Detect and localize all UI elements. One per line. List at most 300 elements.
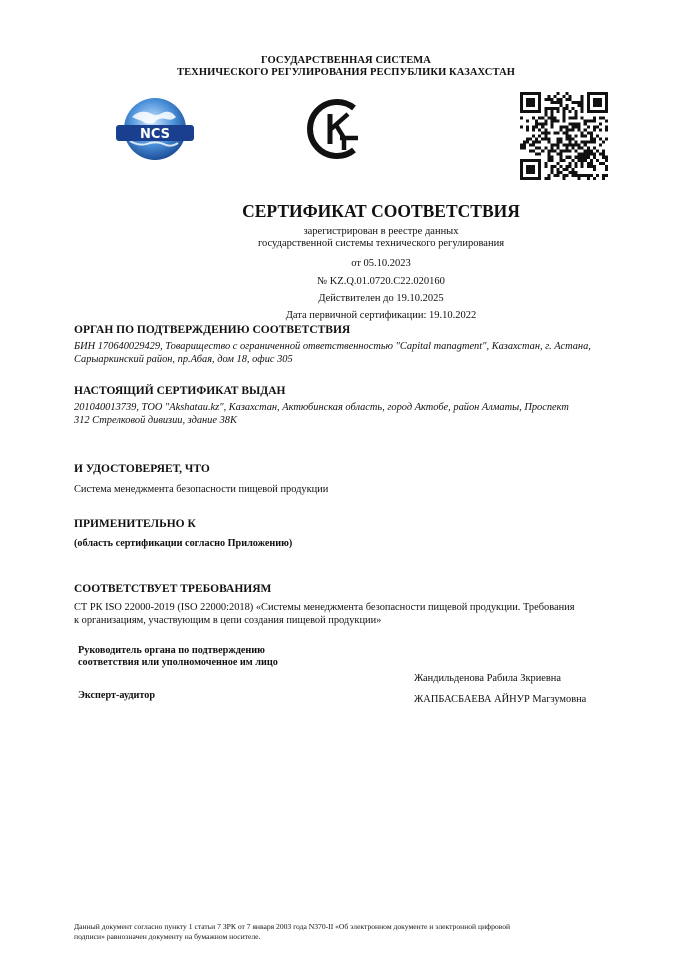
- qr-module: [572, 144, 575, 147]
- qr-module: [556, 119, 559, 122]
- qr-module: [569, 98, 572, 101]
- head-label-line-2: соответствия или уполномоченное им лицо: [78, 657, 278, 668]
- qr-module: [575, 141, 578, 144]
- qr-module: [602, 141, 605, 144]
- qr-module: [572, 171, 575, 174]
- qr-module: [541, 138, 544, 141]
- complies-line-2: к организациям, участвующим в цепи создания пищевой продукции»: [74, 615, 382, 626]
- qr-module: [599, 98, 602, 101]
- qr-module: [569, 110, 572, 113]
- qr-module: [538, 174, 541, 177]
- qr-module: [578, 159, 581, 162]
- qr-module: [581, 153, 584, 156]
- qr-module: [584, 174, 587, 177]
- certificate-number: № KZ.Q.01.0720.C22.020160: [317, 276, 445, 287]
- qr-module: [584, 150, 587, 153]
- qr-module: [520, 107, 523, 110]
- qr-module: [556, 131, 559, 134]
- qr-module: [587, 165, 590, 168]
- qr-module: [547, 116, 550, 119]
- qr-module: [569, 165, 572, 168]
- qr-module: [538, 116, 541, 119]
- qr-module: [538, 153, 541, 156]
- qr-module: [532, 101, 535, 104]
- qr-module: [566, 147, 569, 150]
- qr-module: [566, 98, 569, 101]
- qr-module: [593, 125, 596, 128]
- head-name: Жандильденова Рабила Зкриевна: [414, 673, 561, 684]
- qr-module: [562, 107, 565, 110]
- qr-module: [566, 92, 569, 95]
- qr-module: [553, 174, 556, 177]
- qr-module: [596, 174, 599, 177]
- qr-module: [562, 125, 565, 128]
- qr-module: [553, 131, 556, 134]
- qr-module: [575, 125, 578, 128]
- qr-module: [572, 159, 575, 162]
- body-line-1: БИН 170640029429, Товарищество с ограниченной ответственностью "Capital managment", Казахстан, г. Астана,: [74, 341, 591, 352]
- qr-module: [529, 138, 532, 141]
- qr-module: [575, 150, 578, 153]
- qr-module: [538, 165, 541, 168]
- qr-module: [596, 150, 599, 153]
- qr-module: [550, 101, 553, 104]
- qr-module: [587, 92, 590, 95]
- qr-module: [535, 177, 538, 180]
- qr-module: [593, 98, 596, 101]
- qr-module: [578, 156, 581, 159]
- qr-module: [550, 119, 553, 122]
- qr-module: [575, 116, 578, 119]
- qr-module: [532, 141, 535, 144]
- qr-module: [587, 177, 590, 180]
- qr-module: [544, 98, 547, 101]
- qr-module: [566, 131, 569, 134]
- qr-module: [572, 168, 575, 171]
- qr-module: [553, 107, 556, 110]
- qr-module: [532, 177, 535, 180]
- qr-module: [578, 144, 581, 147]
- qr-module: [532, 92, 535, 95]
- qr-module: [569, 138, 572, 141]
- qr-module: [587, 125, 590, 128]
- qr-module: [559, 171, 562, 174]
- qr-module: [556, 98, 559, 101]
- qr-module: [590, 165, 593, 168]
- qr-module: [566, 134, 569, 137]
- qr-module: [578, 174, 581, 177]
- qr-module: [529, 101, 532, 104]
- qr-module: [529, 110, 532, 113]
- qr-module: [581, 156, 584, 159]
- qr-module: [587, 141, 590, 144]
- qr-module: [523, 110, 526, 113]
- qr-module: [575, 110, 578, 113]
- qr-module: [556, 101, 559, 104]
- registered-line-2: государственной системы технического регулирования: [257, 238, 505, 249]
- qr-module: [605, 125, 608, 128]
- qr-module: [535, 125, 538, 128]
- issued-heading: НАСТОЯЩИЙ СЕРТИФИКАТ ВЫДАН: [74, 385, 286, 397]
- qr-module: [544, 107, 547, 110]
- qr-module: [602, 150, 605, 153]
- qr-module: [547, 107, 550, 110]
- qr-module: [529, 159, 532, 162]
- qr-module: [605, 165, 608, 168]
- qr-module: [532, 116, 535, 119]
- qr-module: [602, 162, 605, 165]
- qr-module: [587, 147, 590, 150]
- qr-module: [556, 110, 559, 113]
- qr-module: [584, 153, 587, 156]
- complies-heading: СООТВЕТСТВУЕТ ТРЕБОВАНИЯМ: [74, 583, 272, 595]
- qr-module: [596, 125, 599, 128]
- qr-module: [556, 92, 559, 95]
- qr-module: [559, 165, 562, 168]
- qr-module: [547, 174, 550, 177]
- qr-module: [593, 104, 596, 107]
- qr-module: [587, 95, 590, 98]
- qr-module: [587, 101, 590, 104]
- qr-module: [578, 122, 581, 125]
- qr-module: [593, 92, 596, 95]
- qr-module: [587, 119, 590, 122]
- qr-module: [559, 104, 562, 107]
- qr-module: [581, 134, 584, 137]
- first-certification-date: Дата первичной сертификации: 19.10.2022: [285, 310, 477, 321]
- qr-module: [532, 150, 535, 153]
- qr-module: [569, 156, 572, 159]
- qr-module: [599, 110, 602, 113]
- qr-module: [575, 171, 578, 174]
- qr-module: [559, 125, 562, 128]
- qr-module: [550, 144, 553, 147]
- qr-module: [526, 141, 529, 144]
- qr-module: [572, 125, 575, 128]
- qr-module: [529, 150, 532, 153]
- qr-module: [581, 110, 584, 113]
- qr-module: [584, 128, 587, 131]
- qr-module: [602, 110, 605, 113]
- ncs-logo-text: NCS: [139, 127, 171, 142]
- qr-module: [566, 165, 569, 168]
- qr-module: [520, 168, 523, 171]
- qr-module: [581, 141, 584, 144]
- qr-module: [581, 107, 584, 110]
- qr-module: [599, 101, 602, 104]
- qr-module: [593, 119, 596, 122]
- qr-module: [605, 104, 608, 107]
- qr-module: [547, 159, 550, 162]
- body-heading: ОРГАН ПО ПОДТВЕРЖДЕНИЮ СООТВЕТСТВИЯ: [74, 324, 351, 336]
- qr-module: [593, 168, 596, 171]
- qr-module: [593, 153, 596, 156]
- qr-module: [541, 150, 544, 153]
- header-line-2: ТЕХНИЧЕСКОГО РЕГУЛИРОВАНИЯ РЕСПУБЛИКИ КАЗАХСТАН: [176, 67, 516, 78]
- qr-module: [581, 147, 584, 150]
- qr-module: [562, 113, 565, 116]
- qr-module: [593, 110, 596, 113]
- qr-module: [578, 147, 581, 150]
- qr-module: [569, 171, 572, 174]
- qr-module: [556, 141, 559, 144]
- expert-label: Эксперт-аудитор: [78, 690, 156, 701]
- ncs-logo: [112, 95, 198, 163]
- qr-module: [566, 156, 569, 159]
- qr-module: [526, 92, 529, 95]
- qr-module: [535, 138, 538, 141]
- body-line-2: Сарыаркинский район, пр.Абая, дом 18, офис 305: [74, 354, 293, 365]
- qr-module: [605, 159, 608, 162]
- qr-module: [569, 116, 572, 119]
- qr-module: [556, 107, 559, 110]
- qr-module: [526, 125, 529, 128]
- qr-module: [544, 138, 547, 141]
- qr-module: [566, 128, 569, 131]
- qr-module: [584, 119, 587, 122]
- qr-module: [584, 159, 587, 162]
- qr-module: [526, 101, 529, 104]
- qr-module: [581, 174, 584, 177]
- complies-line-1: СТ РК ISO 22000-2019 (ISO 22000:2018) «Системы менеджмента безопасности пищевой продукции. Требования: [74, 602, 575, 613]
- qr-module: [593, 138, 596, 141]
- qr-module: [529, 165, 532, 168]
- footer-line-1: Данный документ согласно пункту 1 статьи 7 ЗРК от 7 января 2003 года N370-II «Об электронном документе и электронной цифровой: [74, 922, 511, 931]
- qr-module: [569, 134, 572, 137]
- qr-module: [584, 141, 587, 144]
- issued-line-1: 201040013739, ТОО "Akshatau.kz", Казахстан, Актюбинская область, город Актобе, район Алматы, Проспект: [74, 402, 569, 413]
- qr-module: [535, 159, 538, 162]
- qr-module: [520, 116, 523, 119]
- qr-module: [553, 150, 556, 153]
- qr-module: [593, 156, 596, 159]
- qr-module: [556, 144, 559, 147]
- qr-module: [520, 144, 523, 147]
- qr-module: [535, 141, 538, 144]
- qr-module: [581, 116, 584, 119]
- qr-module: [605, 98, 608, 101]
- qr-module: [532, 98, 535, 101]
- qr-module: [581, 95, 584, 98]
- qr-module: [602, 156, 605, 159]
- qr-module: [590, 110, 593, 113]
- qr-module: [559, 141, 562, 144]
- qr-module: [544, 162, 547, 165]
- qr-module: [596, 101, 599, 104]
- qr-module: [529, 98, 532, 101]
- qr-module: [523, 147, 526, 150]
- qr-module: [569, 95, 572, 98]
- qr-module: [581, 101, 584, 104]
- qr-module: [584, 144, 587, 147]
- qr-module: [593, 101, 596, 104]
- qr-module: [529, 92, 532, 95]
- qr-module: [550, 125, 553, 128]
- qr-module: [544, 113, 547, 116]
- qr-module: [602, 174, 605, 177]
- qr-module: [559, 156, 562, 159]
- qr-module: [566, 174, 569, 177]
- certificate-title: СЕРТИФИКАТ СООТВЕТСТВИЯ: [242, 201, 520, 221]
- qr-module: [587, 153, 590, 156]
- qr-module: [523, 92, 526, 95]
- certificate-date: от 05.10.2023: [351, 258, 411, 269]
- qr-module: [526, 104, 529, 107]
- qr-module: [605, 107, 608, 110]
- certifies-text: Система менеджмента безопасности пищевой продукции: [74, 484, 329, 495]
- qr-module: [578, 101, 581, 104]
- qr-module: [553, 101, 556, 104]
- qr-module: [581, 131, 584, 134]
- applicable-text: (область сертификации согласно Приложению): [74, 538, 293, 549]
- qr-module: [581, 104, 584, 107]
- qr-module: [550, 113, 553, 116]
- qr-module: [553, 165, 556, 168]
- qr-module: [605, 174, 608, 177]
- qr-module: [547, 177, 550, 180]
- qr-module: [541, 116, 544, 119]
- qr-module: [593, 128, 596, 131]
- qr-module: [578, 104, 581, 107]
- qr-module: [590, 134, 593, 137]
- qr-module: [538, 168, 541, 171]
- qr-module: [547, 156, 550, 159]
- qr-module: [593, 165, 596, 168]
- qr-module: [566, 125, 569, 128]
- qr-module: [578, 153, 581, 156]
- qr-module: [538, 159, 541, 162]
- qr-module: [526, 168, 529, 171]
- qr-module: [556, 138, 559, 141]
- legal-footer: [74, 922, 659, 942]
- qr-module: [566, 107, 569, 110]
- qr-module: [547, 153, 550, 156]
- qr-module: [605, 101, 608, 104]
- qr-module: [532, 165, 535, 168]
- qr-module: [590, 162, 593, 165]
- qr-module: [547, 150, 550, 153]
- qr-module: [587, 98, 590, 101]
- qr-module: [581, 165, 584, 168]
- qr-module: [596, 134, 599, 137]
- qr-module: [535, 119, 538, 122]
- qr-module: [544, 165, 547, 168]
- qr-module: [562, 119, 565, 122]
- qr-module: [526, 159, 529, 162]
- qr-module: [526, 171, 529, 174]
- qr-module: [575, 113, 578, 116]
- qr-module: [523, 177, 526, 180]
- qr-module: [547, 98, 550, 101]
- qr-module: [553, 95, 556, 98]
- qr-module: [529, 177, 532, 180]
- qr-module: [575, 101, 578, 104]
- qr-module: [562, 159, 565, 162]
- qr-module: [590, 159, 593, 162]
- qr-module: [550, 116, 553, 119]
- expert-name: ЖАПБАСБАЕВА АЙНУР Магзумовна: [414, 694, 587, 705]
- qr-module: [550, 171, 553, 174]
- kz-conformity-mark: [304, 94, 370, 164]
- qr-module: [556, 147, 559, 150]
- qr-module: [590, 138, 593, 141]
- qr-module: [572, 101, 575, 104]
- qr-module: [538, 104, 541, 107]
- qr-module: [596, 92, 599, 95]
- qr-module: [566, 150, 569, 153]
- qr-module: [520, 92, 523, 95]
- qr-module: [581, 162, 584, 165]
- qr-module: [569, 162, 572, 165]
- qr-module: [559, 159, 562, 162]
- qr-module: [572, 147, 575, 150]
- qr-module: [559, 138, 562, 141]
- qr-module: [590, 119, 593, 122]
- qr-module: [572, 116, 575, 119]
- qr-module: [538, 101, 541, 104]
- qr-module: [575, 165, 578, 168]
- qr-module: [575, 162, 578, 165]
- qr-module: [526, 177, 529, 180]
- qr-module: [520, 177, 523, 180]
- qr-module: [596, 104, 599, 107]
- qr-module: [550, 147, 553, 150]
- qr-module: [529, 144, 532, 147]
- qr-module: [599, 153, 602, 156]
- qr-module: [559, 101, 562, 104]
- registered-line-1: зарегистрирован в реестре данных: [303, 226, 459, 237]
- qr-module: [569, 128, 572, 131]
- qr-module: [526, 119, 529, 122]
- qr-module: [538, 128, 541, 131]
- qr-module: [526, 165, 529, 168]
- qr-module: [532, 110, 535, 113]
- qr-module: [587, 150, 590, 153]
- qr-module: [569, 150, 572, 153]
- qr-module: [590, 131, 593, 134]
- qr-module: [599, 144, 602, 147]
- qr-module: [556, 168, 559, 171]
- qr-module: [529, 168, 532, 171]
- qr-module: [520, 125, 523, 128]
- header-line-1: ГОСУДАРСТВЕННАЯ СИСТЕМА: [260, 55, 431, 66]
- qr-module: [556, 153, 559, 156]
- qr-module: [605, 92, 608, 95]
- qr-module: [559, 98, 562, 101]
- qr-module: [544, 147, 547, 150]
- qr-module: [538, 141, 541, 144]
- qr-module: [587, 110, 590, 113]
- qr-module: [520, 162, 523, 165]
- qr-module: [523, 141, 526, 144]
- qr-module: [523, 159, 526, 162]
- qr-module: [602, 177, 605, 180]
- qr-module: [535, 110, 538, 113]
- qr-module: [544, 119, 547, 122]
- qr-code-icon[interactable]: [520, 92, 608, 180]
- qr-module: [566, 144, 569, 147]
- qr-module: [590, 153, 593, 156]
- qr-module: [562, 110, 565, 113]
- qr-module: [587, 107, 590, 110]
- qr-module: [602, 153, 605, 156]
- qr-module: [593, 141, 596, 144]
- qr-module: [556, 162, 559, 165]
- qr-module: [550, 122, 553, 125]
- qr-module: [535, 153, 538, 156]
- qr-module: [593, 177, 596, 180]
- qr-module: [532, 144, 535, 147]
